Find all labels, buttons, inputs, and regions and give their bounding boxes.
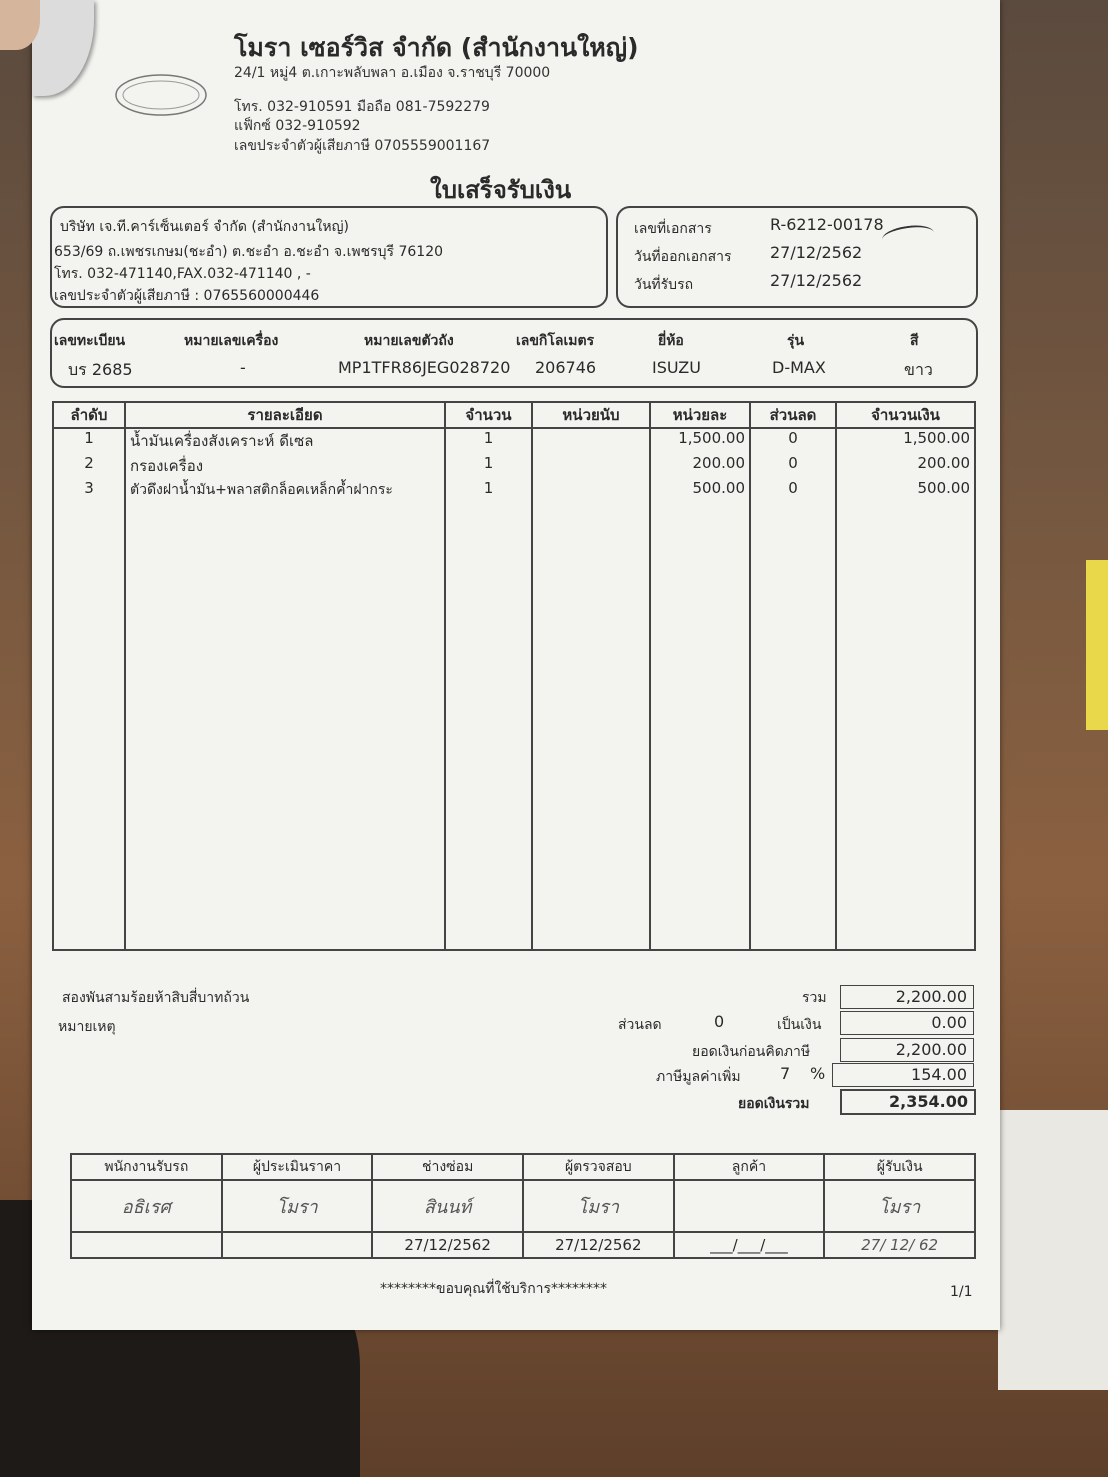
vehicle-mileage: 206746 xyxy=(535,358,597,377)
sig-header-cashier: ผู้รับเงิน xyxy=(824,1154,975,1180)
sig-date-customer: ___/___/___ xyxy=(674,1232,825,1258)
note-label: หมายเหตุ xyxy=(58,1019,116,1035)
vehicle-header-mileage: เลขกิโลเมตร xyxy=(516,333,595,349)
item-qty: 1 xyxy=(445,454,532,479)
signature-receiver: อธิเรศ xyxy=(71,1180,222,1232)
discount-percent: 0 xyxy=(714,1012,725,1031)
header-desc: รายละเอียด xyxy=(125,402,445,428)
vehicle-header-engine: หมายเลขเครื่อง xyxy=(184,333,279,349)
discount-amount: 0.00 xyxy=(840,1011,974,1035)
item-no: 3 xyxy=(53,479,125,504)
sig-date-inspector: 27/12/2562 xyxy=(523,1232,674,1258)
header-discount: ส่วนลด xyxy=(750,402,836,428)
signature-cashier: โมรา xyxy=(824,1180,975,1232)
table-filler-row xyxy=(53,504,975,950)
signature-row xyxy=(71,1180,975,1232)
sig-date-appraiser xyxy=(222,1232,373,1258)
issue-date-label: วันที่ออกเอกสาร xyxy=(634,249,732,265)
item-desc: น้ำมันเครื่องสังเคราะห์ ดีเซล xyxy=(125,428,445,454)
signature-customer xyxy=(674,1180,825,1232)
sig-date-cashier: 27/ 12/ 62 xyxy=(824,1232,975,1258)
grand-total-label: ยอดเงินรวม xyxy=(738,1096,810,1112)
sig-date-mechanic: 27/12/2562 xyxy=(372,1232,523,1258)
sig-header-appraiser: ผู้ประเมินราคา xyxy=(222,1154,373,1180)
vehicle-header-model: รุ่น xyxy=(787,333,805,349)
vehicle-model: D-MAX xyxy=(772,358,826,377)
receive-date: 27/12/2562 xyxy=(770,271,863,290)
item-no: 2 xyxy=(53,454,125,479)
company-fax: แฟ็กซ์ 032-910592 xyxy=(234,118,361,134)
header-price: หน่วยละ xyxy=(650,402,750,428)
vehicle-header-color: สี xyxy=(910,333,919,349)
pretax-label: ยอดเงินก่อนคิดภาษี xyxy=(692,1044,811,1060)
item-amount: 200.00 xyxy=(836,454,975,479)
sig-header-customer: ลูกค้า xyxy=(674,1154,825,1180)
item-desc: กรองเครื่อง xyxy=(125,454,445,479)
item-discount: 0 xyxy=(750,428,836,454)
company-logo xyxy=(114,72,208,118)
sig-header-inspector: ผู้ตรวจสอบ xyxy=(523,1154,674,1180)
vehicle-box xyxy=(50,318,978,388)
amount-in-words: สองพันสามร้อยห้าสิบสี่บาทถ้วน xyxy=(62,990,250,1006)
sum-label: รวม xyxy=(802,990,827,1006)
vehicle-header-plate: เลขทะเบียน xyxy=(54,333,126,349)
item-amount: 1,500.00 xyxy=(836,428,975,454)
items-table xyxy=(52,401,976,951)
doc-no: R-6212-00178 xyxy=(770,215,884,234)
item-price: 200.00 xyxy=(650,454,750,479)
signature-mechanic: สินนท์ xyxy=(372,1180,523,1232)
sig-header-mechanic: ช่างซ่อม xyxy=(372,1154,523,1180)
issue-date: 27/12/2562 xyxy=(770,243,863,262)
company-taxid: เลขประจำตัวผู้เสียภาษี 0705559001167 xyxy=(234,138,491,154)
vat-label: ภาษีมูลค่าเพิ่ม xyxy=(656,1069,741,1085)
signature-table xyxy=(70,1153,976,1259)
table-row xyxy=(53,479,975,504)
item-discount: 0 xyxy=(750,479,836,504)
item-desc: ตัวดึงฝาน้ำมัน+พลาสติกล็อคเหล็กค้ำฝากระ xyxy=(125,479,445,504)
header-no: ลำดับ xyxy=(53,402,125,428)
vehicle-color: ขาว xyxy=(904,360,933,379)
vat-rate: 7 xyxy=(780,1064,791,1083)
vehicle-chassis: MP1TFR86JEG028720 xyxy=(338,358,511,377)
signature-header-row xyxy=(71,1154,975,1180)
item-unit xyxy=(532,479,650,504)
item-unit xyxy=(532,454,650,479)
vat-percent-sign: % xyxy=(810,1064,826,1083)
footer-thanks: ********ขอบคุณที่ใช้บริการ******** xyxy=(380,1281,608,1297)
items-header-row xyxy=(53,402,975,428)
signature-inspector: โมรา xyxy=(523,1180,674,1232)
signature-appraiser: โมรา xyxy=(222,1180,373,1232)
vehicle-brand: ISUZU xyxy=(652,358,701,377)
discount-label: ส่วนลด xyxy=(618,1017,662,1033)
vehicle-engine: - xyxy=(240,358,246,377)
company-phone: โทร. 032-910591 มือถือ 081-7592279 xyxy=(234,99,490,115)
sig-date-receiver xyxy=(71,1232,222,1258)
background-paper xyxy=(998,1110,1108,1390)
header-unit: หน่วยนับ xyxy=(532,402,650,428)
paper-curl xyxy=(32,0,94,96)
company-address: 24/1 หมู่4 ต.เกาะพลับพลา อ.เมือง จ.ราชบุรี 70000 xyxy=(234,65,551,81)
table-row xyxy=(53,454,975,479)
vehicle-header-chassis: หมายเลขตัวถัง xyxy=(364,333,454,349)
header-qty: จำนวน xyxy=(445,402,532,428)
signature-date-row xyxy=(71,1232,975,1258)
vat-value: 154.00 xyxy=(832,1063,974,1087)
item-qty: 1 xyxy=(445,428,532,454)
vehicle-plate: บร 2685 xyxy=(68,360,133,379)
customer-phone: โทร. 032-471140,FAX.032-471140 , - xyxy=(54,266,311,282)
table-row xyxy=(53,428,975,454)
item-price: 1,500.00 xyxy=(650,428,750,454)
receipt-paper xyxy=(32,0,1000,1330)
sig-header-receiver: พนักงานรับรถ xyxy=(71,1154,222,1180)
header-amount: จำนวนเงิน xyxy=(836,402,975,428)
item-discount: 0 xyxy=(750,454,836,479)
customer-address: 653/69 ถ.เพชรเกษม(ชะอำ) ต.ชะอำ อ.ชะอำ จ.เพชรบุรี 76120 xyxy=(54,244,444,260)
sum-value: 2,200.00 xyxy=(840,985,974,1009)
page-number: 1/1 xyxy=(950,1284,973,1300)
item-no: 1 xyxy=(53,428,125,454)
discount-amount-label: เป็นเงิน xyxy=(777,1017,822,1033)
item-unit xyxy=(532,428,650,454)
document-title: ใบเสร็จรับเงิน xyxy=(430,176,572,204)
item-price: 500.00 xyxy=(650,479,750,504)
receive-date-label: วันที่รับรถ xyxy=(634,277,694,293)
pretax-value: 2,200.00 xyxy=(840,1038,974,1062)
doc-no-label: เลขที่เอกสาร xyxy=(634,221,712,237)
customer-name: บริษัท เจ.ที.คาร์เซ็นเตอร์ จำกัด (สำนักงานใหญ่) xyxy=(60,219,350,235)
item-qty: 1 xyxy=(445,479,532,504)
grand-total-value: 2,354.00 xyxy=(840,1089,976,1115)
sticky-note xyxy=(1086,560,1108,730)
company-name: โมรา เซอร์วิส จำกัด (สำนักงานใหญ่) xyxy=(234,33,639,62)
customer-taxid: เลขประจำตัวผู้เสียภาษี : 0765560000446 xyxy=(54,288,320,304)
item-amount: 500.00 xyxy=(836,479,975,504)
vehicle-header-brand: ยี่ห้อ xyxy=(658,333,684,349)
